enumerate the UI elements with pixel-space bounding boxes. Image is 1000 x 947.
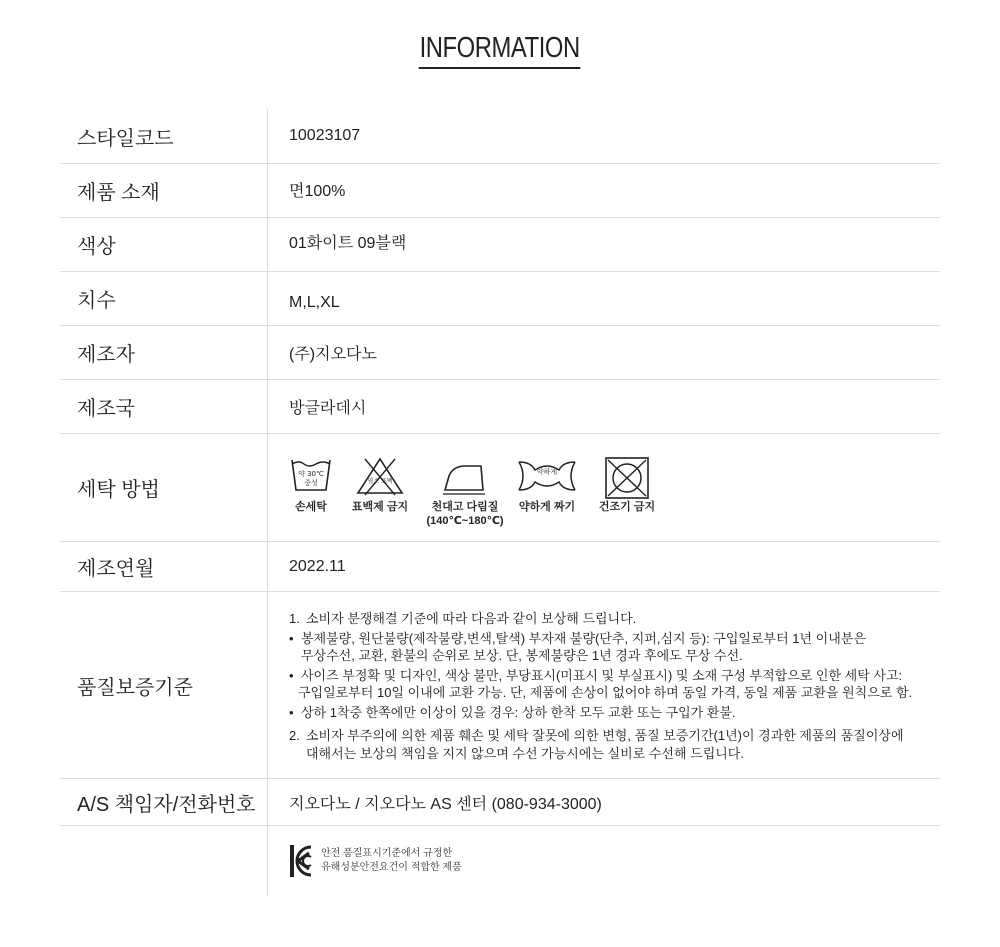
svg-text:염소 표백: 염소 표백 — [367, 478, 393, 485]
row-value: 면100% — [289, 182, 346, 200]
warranty-item-1 — [289, 610, 912, 628]
row-label: 제조연월 — [60, 542, 268, 591]
care-label: 건조기 금지 — [598, 501, 656, 513]
item-text: 소비자 부주의에 의한 제품 훼손 및 세탁 잘못에 의한 변형, 품질 보증기간(1년)이 경과한 제품의 품질이상에 — [306, 728, 904, 743]
bullet-line: 사이즈 부정확 및 디자인, 색상 불만, 부당표시(미표시 및 부실표시) 및 소재 구성 부적합으로 인한 세탁 사고: — [301, 667, 903, 683]
care-item — [289, 456, 333, 514]
row-value: 지오다노 / 지오다노 AS 센터 (080-934-3000) — [289, 795, 602, 813]
warranty-bullet — [289, 630, 912, 665]
kc-certification-icon — [289, 843, 315, 879]
row-value: M,L,XL — [289, 293, 340, 311]
row-as — [60, 779, 940, 826]
warranty-bullet — [289, 667, 912, 702]
bullet-line: 상하 1착중 한쪽에만 이상이 있을 경우: 상하 한착 모두 교환 또는 구입가 환불. — [301, 704, 736, 720]
row-label: 치수 — [60, 272, 268, 325]
item-number: 2. — [289, 728, 300, 743]
bullet-icon: • — [289, 630, 294, 646]
care-label: 약하게 짜기 — [518, 501, 576, 513]
care-label: 손세탁 — [295, 501, 327, 513]
item-number: 1. — [289, 611, 300, 626]
row-kc — [60, 826, 940, 896]
no-bleach-icon — [355, 456, 405, 496]
row-color — [60, 218, 940, 272]
care-label: 천대고 다림질 (140℃~180℃) — [426, 501, 504, 527]
item-text: 대해서는 보상의 책임을 지지 않으며 수선 가능시에는 실비로 수선해 드립니다. — [306, 745, 744, 761]
row-value — [268, 434, 940, 541]
row-value: (주)지오다노 — [289, 346, 377, 363]
row-label: 세탁 방법 — [60, 434, 268, 541]
info-table — [60, 109, 940, 896]
row-label: 품질보증기준 — [60, 592, 268, 778]
care-item — [351, 456, 409, 514]
row-maker — [60, 326, 940, 380]
svg-text:약 30℃: 약 30℃ — [298, 470, 324, 478]
care-item — [427, 456, 503, 528]
row-label: 색상 — [60, 218, 268, 271]
bullet-line: 봉제불량, 원단불량(제작불량,변색,탈색) 부자재 불량(단추, 지퍼,심지 등): 구입일로부터 1년 이내분은 — [301, 630, 866, 646]
care-item — [597, 456, 657, 514]
row-country — [60, 380, 940, 434]
kc-line: 유해성분안전요건이 적합한 제품 — [321, 862, 462, 873]
bullet-icon: • — [289, 704, 294, 720]
row-label: A/S 책임자/전화번호 — [60, 779, 268, 825]
row-date — [60, 542, 940, 592]
row-label: 제조국 — [60, 380, 268, 433]
page-title: INFORMATION — [419, 30, 581, 69]
svg-text:약하게: 약하게 — [536, 468, 558, 476]
row-value: 방글라데시 — [289, 400, 367, 417]
bullet-line: 구입일로부터 10일 이내에 교환 가능. 단, 제품에 손상이 없어야 하며 동일 가격, 동일 제품 교환을 원칙으로 함. — [298, 685, 913, 700]
row-wash — [60, 434, 940, 542]
warranty-bullet — [289, 704, 912, 722]
row-warranty — [60, 592, 940, 779]
kc-mark — [289, 843, 462, 879]
row-label — [60, 826, 268, 896]
bullet-icon: • — [289, 667, 294, 683]
row-value: 01화이트 09블랙 — [289, 235, 407, 252]
bullet-line: 무상수선, 교환, 환불의 순위로 보상. 단, 봉제불량은 1년 경과 후에도 무상 수선. — [301, 648, 743, 663]
kc-line: 안전 품질표시기준에서 규정한 — [321, 848, 453, 859]
gentle-wring-icon — [517, 456, 577, 496]
care-item — [517, 456, 577, 514]
svg-text:중성: 중성 — [304, 479, 318, 487]
row-material — [60, 164, 940, 218]
row-value — [268, 826, 940, 896]
iron-icon — [439, 456, 491, 496]
page-title-wrap — [0, 30, 1000, 69]
no-tumble-dry-icon — [604, 456, 650, 500]
item-text: 소비자 분쟁해결 기준에 따라 다음과 같이 보상해 드립니다. — [306, 611, 637, 626]
row-value: 10023107 — [289, 127, 361, 144]
row-label: 제조자 — [60, 326, 268, 379]
warranty-item-2 — [289, 727, 912, 762]
row-size — [60, 272, 940, 326]
row-value: 2022.11 — [289, 557, 346, 575]
care-icons — [289, 456, 671, 528]
row-label: 제품 소재 — [60, 164, 268, 217]
row-label: 스타일코드 — [60, 109, 268, 163]
care-label: 표백제 금지 — [351, 501, 409, 513]
hand-wash-icon — [290, 456, 332, 496]
row-style-code — [60, 109, 940, 164]
row-value — [268, 592, 940, 778]
kc-text — [321, 847, 462, 875]
warranty-text — [289, 606, 912, 762]
